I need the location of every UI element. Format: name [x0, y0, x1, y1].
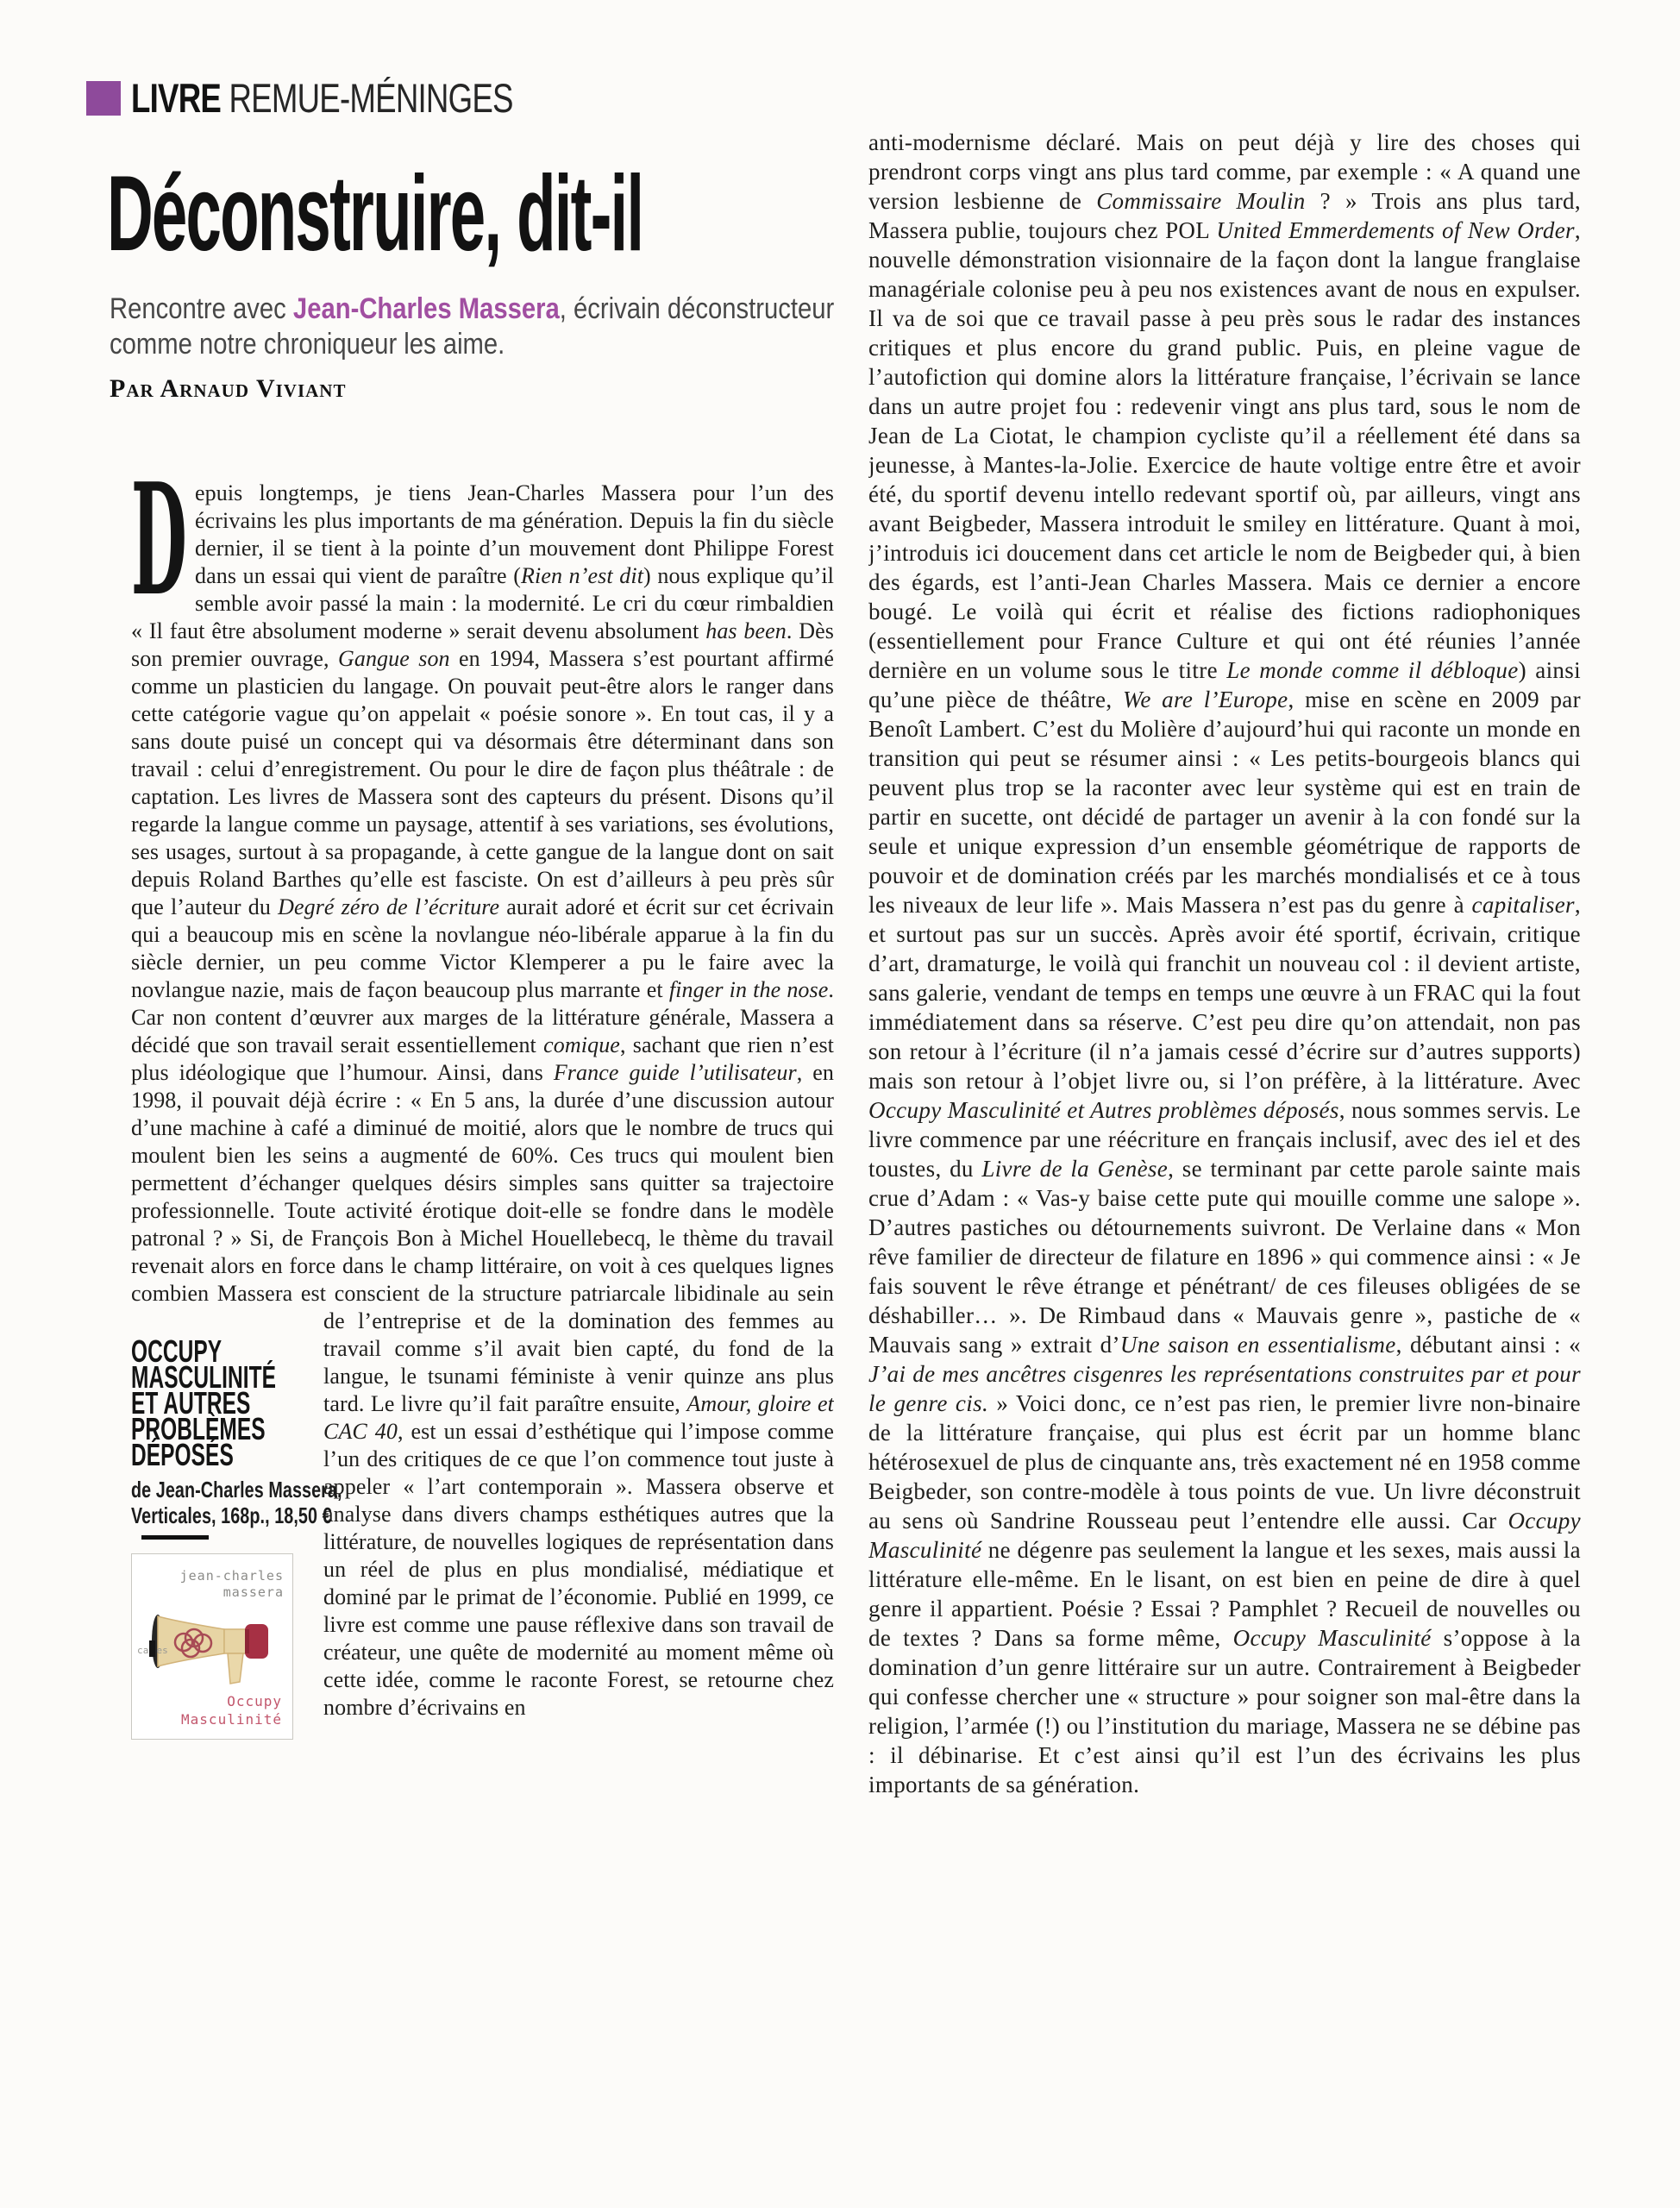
sidebar-title-line: OCCUPY — [131, 1333, 223, 1369]
byline: Par Arnaud Viviant — [110, 374, 347, 403]
sidebar-underline-rule — [141, 1535, 209, 1540]
publisher-mark — [137, 1637, 168, 1665]
section-kicker — [86, 74, 621, 122]
kicker-rubric-label: REMUE-MÉNINGES — [221, 75, 513, 121]
author-subject-name: Jean-Charles Massera — [292, 292, 560, 325]
publisher-bar-icon — [149, 1640, 155, 1657]
sidebar-title-line: MASCULINITÉ — [131, 1359, 277, 1395]
left-column-text-b: domination des femmes au travail comme s’il avait bien capté, du fond de la langue, le tsunami féministe à venir quinze ans plus tard. Le livre qu’il fait paraître ensuite, Amour, gloire et CAC 40, est un essai d’esthétique qui l’impose comme l’un des critiques de ce que l’on commence tout juste à appeler « l’art contemporain ». Massera observe et analyse dans divers champs esthétiques autres que la littérature, de nouvelles logiques de représentation dans un réel de plus en plus mondialisé, médiatique et dominé par le primat de l’économie. Publié en 1999, ce livre est comme une pause réflexive dans son travail de créateur, une quête de modernité au moment même où cette idée, comme le raconte Forest, se retourne chez nombre d’écrivains en — [323, 1308, 834, 1720]
cover-title — [181, 1692, 282, 1728]
standfirst-pre: Rencontre avec — [110, 292, 293, 325]
standfirst-line1 — [110, 292, 834, 327]
kicker-text — [131, 74, 513, 122]
sidebar-title-line: ET AUTRES — [131, 1385, 251, 1421]
article-title: Déconstruire, dit-il — [107, 154, 643, 273]
kicker-square-icon — [86, 81, 121, 116]
sidebar-credit-publisher: Verticales, 168p., 18,50 € — [131, 1502, 332, 1528]
sidebar-title-line: DÉPOSÉS — [131, 1437, 234, 1472]
sidebar-title-line: PROBLÈMES — [131, 1411, 266, 1446]
cover-author-line: jean-charles — [179, 1568, 284, 1584]
standfirst-line2: comme notre chroniqueur les aime. — [110, 328, 505, 361]
kicker-section-label: LIVRE — [131, 75, 222, 121]
publisher-mark-left: ca — [137, 1645, 149, 1656]
left-column — [131, 480, 834, 2196]
right-column-text: anti-modernisme déclaré. Mais on peut déjà y lire des choses qui prendront corps vingt ans plus tard comme, par exemple : « A quand une version lesbienne de Commissaire Moulin ? » Trois ans plus tard, Massera publie, toujours chez POL United Emmerdements of New Order, nouvelle démonstration visionnaire de la façon dont la langue franglaise managériale colonise peu à peu nos existences avant de nous en expulser. Il va de soi que ce travail passe à peu près sous le radar des instances critiques et plus encore du grand public. Puis, en pleine vague de l’autofiction qui domine alors la littérature française, l’écrivain se lance dans un autre projet fou : redevenir vingt ans plus tard, sous le nom de Jean de La Ciotat, le champion cycliste qu’il a réellement été dans sa jeunesse, à Mantes-la-Jolie. Exercice de haute voltige entre être et avoir été, du sportif devenu intello redevant sportif où, par ailleurs, vingt ans avant Beigbeder, Massera introduit le smiley en littérature. Quant à moi, j’introduis ici doucement dans cet article le nom de Beigbeder qui, à bien des égards, est l’anti-Jean Charles Massera. Mais ce dernier a encore bougé. Le voilà qui écrit et réalise des fictions radiophoniques (essentiellement pour France Culture et qui ont été réunies l’année dernière en un volume sous le titre Le monde comme il débloque) ainsi qu’une pièce de théâtre, We are l’Europe, mise en scène en 2009 par Benoît Lambert. C’est du Molière d’aujourd’hui qui raconte un monde en transition qui peut se résumer ainsi : « Les petits-bourgeois blancs qui peuvent plus trop se la raconter avec leur système qui est en train de partir en sucette, ont décidé de partager un avenir à la con fondé sur la seule et unique expression d’un ensemble géométrique de rapports de pouvoir et de domination créés par les marchés mondialisés et ce à tous les niveaux de leur life ». Mais Massera n’est pas du genre à capitaliser, et surtout pas sur un succès. Après avoir été sportif, écrivain, critique d’art, dramaturge, le voilà qui franchit un nouveau col : il devient artiste, sans galerie, vendant de temps en temps une œuvre à un FRAC qui la fout immédiatement dans sa réserve. C’est peu dire qu’on attendait, non pas son retour à l’écriture (il n’a jamais cessé d’écrire sur d’autres supports) mais son retour à l’objet livre ou, si l’on préfère, à la littérature. Avec Occupy Masculinité et Autres problèmes déposés, nous sommes servis. Le livre commence par une réécriture en français inclusif, avec des iel et des toustes, du Livre de la Genèse, se terminant par cette parole sainte mais crue d’Adam : « Vas-y baise cette pute qui mouille comme une salope ». D’autres pastiches ou détournements suivront. De Verlaine dans « Mon rêve familier de directeur de filature en 1896 » qui commence ainsi : « Je fais souvent le rêve étrange et pénétrant/ de ces fileuses obligées de se déshabiller… ». De Rimbaud dans « Mauvais genre », pastiche de « Mauvais sang » extrait d’Une saison en essentialisme, débutant ainsi : « J’ai de mes ancêtres cisgenres les représentations construites par et pour le genre cis. » Voici donc, ce n’est pas rien, le premier livre non-binaire de la littérature française, qui plus est écrit par un homme blanc hétérosexuel de plus de cinquante ans, très exactement né en 1958 comme Beigbeder, son contre-modèle à tous points de vue. Un livre déconstruit au sens où Sandrine Rousseau peut l’entendre elle aussi. Car Occupy Masculinité ne dégenre pas seulement la langue et les sexes, mais aussi la littérature elle-même. En le lisant, on est bien en peine de dire à quel genre il appartient. Poésie ? Essai ? Pamphlet ? Recueil de nouvelles ou de textes ? Dans sa forme même, Occupy Masculinité s’oppose à la domination d’un genre littéraire sur un autre. Contrairement à Beigbeder qui confesse chercher une « structure » pour soigner son mal-être dans la religion, l’armée (!) ou l’institution du mariage, Massera ne se débine pas : il débinarise. Et c’est ainsi qu’il est l’un des écrivains les plus importants de sa génération. — [868, 129, 1581, 1797]
standfirst-post: , écrivain déconstructeur — [559, 292, 835, 325]
book-info-sidebar — [131, 1308, 342, 1860]
cover-title-line: Occupy — [227, 1693, 282, 1709]
sidebar-book-title — [131, 1333, 319, 1472]
sidebar-book-credit — [131, 1477, 342, 1528]
left-column-text-a: epuis longtemps, je tiens Jean-Charles Massera pour l’un des écrivains les plus importants de ma génération. Depuis la fin du siècle dernier, il se tient à la pointe d’un mouvement dont Philippe Forest dans un essai qui vient de paraître (Rien n’est dit) nous explique qu’il semble avoir passé la main : la modernité. Le cri du cœur rimbaldien « Il faut être absolument moderne » serait devenu absolument has been. Dès son premier ouvrage, Gangue son en 1994, Massera s’est pourtant affirmé comme un plasticien du langage. On pouvait peut-être alors le ranger dans cette catégorie vague qu’on appelait « poésie sonore ». En tout cas, il y a sans doute puisé un concept qui va désormais être déterminant dans son travail : celui d’enregistrement. Ou pour le dire de façon plus théâtrale : de captation. Les livres de Massera sont des capteurs du présent. Disons qu’il regarde la langue comme un paysage, attentif à ses variations, ses évolutions, ses usages, surtout à sa propagande, à cette gangue de la langue dont on sait depuis Roland Barthes qu’elle est fasciste. On est d’ailleurs à peu près sûr que l’auteur du Degré zéro de l’écriture aurait adoré et écrit sur cet écrivain qui a beaucoup mis en scène la novlangue néo-libérale apparue à la fin du siècle dernier, un peu comme Victor Klemperer a pu le faire avec la novlangue nazie, mais de façon beaucoup plus marrante et finger in the nose. Car non content d’œuvrer aux marges de la littérature générale, Massera a décidé que son travail serait essentiellement comique, sachant que rien n’est plus idéologique que l’humour. Ainsi, dans France guide l’utilisateur, en 1998, il pouvait déjà écrire : « En 5 ans, la durée d’une discussion autour d’une machine à café a diminué de moitié, alors que le nombre de trucs qui moulent bien les seins a augmenté de 60%. Ces trucs qui moulent bien permettent d’échanger quelques désirs simples sans quitter sa trajectoire professionnelle. Toute activité érotique doit-elle se fondre dans le modèle patronal ? » Si, de François Bon à Michel Houellebecq, le thème du travail revenait alors en force dans le champ littéraire, on voit à ces quelques lignes combien Massera est conscient de la structure patriarcale libidinale au sein de l’entreprise et de la — [131, 480, 834, 1333]
sidebar-credit-author: de Jean-Charles Massera, — [131, 1477, 342, 1502]
drop-cap: D — [131, 480, 187, 630]
book-cover — [131, 1553, 293, 1740]
cover-title-line: Masculinité — [181, 1711, 282, 1728]
cover-author-name — [180, 1568, 284, 1601]
publisher-mark-right: es — [156, 1645, 168, 1656]
standfirst — [110, 292, 834, 362]
right-column — [868, 128, 1581, 2194]
cover-author-line: massera — [223, 1584, 284, 1600]
